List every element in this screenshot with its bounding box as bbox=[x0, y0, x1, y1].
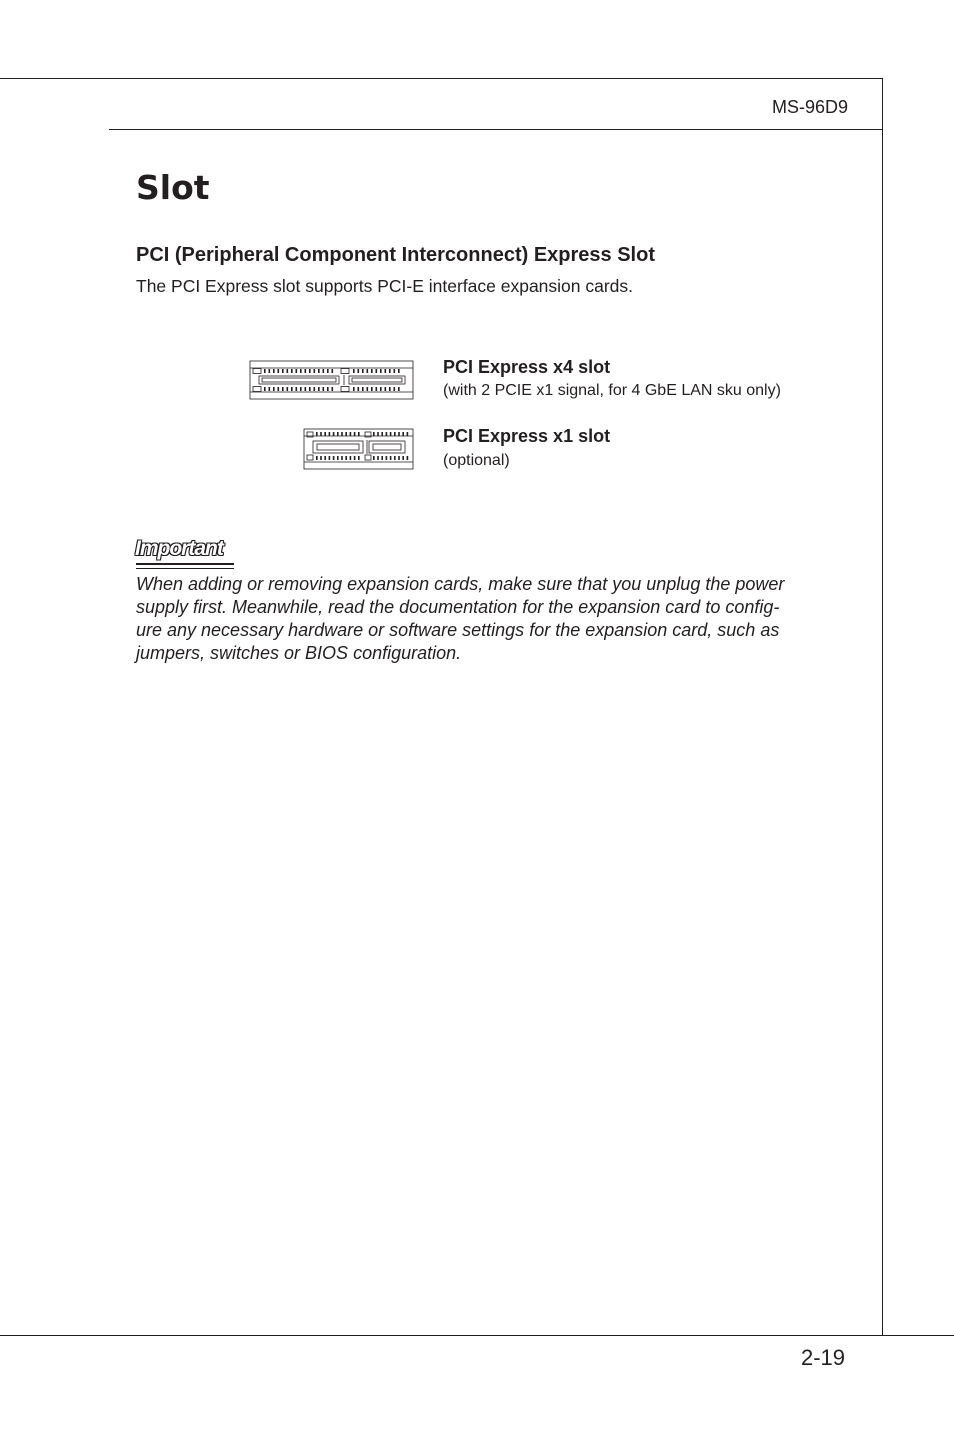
slot-pin bbox=[278, 387, 280, 391]
important-line: jumpers, switches or BIOS configuration. bbox=[136, 643, 462, 663]
slot-pin bbox=[385, 387, 387, 391]
slot-pin bbox=[316, 456, 318, 460]
section-subheading: PCI (Peripheral Component Interconnect) Express Slot bbox=[136, 244, 655, 266]
important-line: supply first. Meanwhile, read the documentation for the expansion card to config- bbox=[136, 597, 780, 617]
slot-pin bbox=[376, 387, 378, 391]
slot-pin bbox=[358, 369, 360, 373]
slot-pin bbox=[333, 432, 335, 436]
important-line: ure any necessary hardware or software settings for the expansion card, such as bbox=[136, 620, 780, 640]
slot-pin bbox=[407, 456, 409, 460]
slot-pin bbox=[329, 432, 331, 436]
slot-pin bbox=[309, 387, 311, 391]
slot-pin bbox=[273, 369, 275, 373]
slot-pin bbox=[324, 456, 326, 460]
slot-pin bbox=[350, 432, 352, 436]
slot-pin bbox=[327, 369, 329, 373]
slot-pin bbox=[332, 369, 334, 373]
slot-pin bbox=[354, 456, 356, 460]
slot-pin bbox=[358, 432, 360, 436]
slot-pin bbox=[316, 432, 318, 436]
right-border-rule bbox=[882, 78, 883, 1336]
slot-pin bbox=[318, 387, 320, 391]
slot-pin bbox=[398, 387, 400, 391]
slot-pin bbox=[318, 369, 320, 373]
slot-pin bbox=[354, 432, 356, 436]
top-border-rule bbox=[0, 78, 883, 79]
slot-pin bbox=[386, 456, 388, 460]
slot-pin bbox=[296, 387, 298, 391]
slot-pin bbox=[269, 387, 271, 391]
slot-pin bbox=[278, 369, 280, 373]
pcie-x4-slot-note: (with 2 PCIE x1 signal, for 4 GbE LAN sku only) bbox=[443, 382, 781, 399]
slot-pin bbox=[381, 456, 383, 460]
slot-pin bbox=[264, 387, 266, 391]
slot-pin bbox=[332, 387, 334, 391]
important-underline bbox=[136, 563, 234, 569]
slot-pin bbox=[341, 432, 343, 436]
slot-pin bbox=[381, 432, 383, 436]
intro-paragraph: The PCI Express slot supports PCI-E interface expansion cards. bbox=[136, 276, 634, 296]
slot-pin bbox=[291, 387, 293, 391]
important-line: When adding or removing expansion cards, make sure that you unplug the power bbox=[136, 574, 785, 594]
slot-pin bbox=[373, 432, 375, 436]
slot-pin bbox=[320, 432, 322, 436]
slot-pin bbox=[291, 369, 293, 373]
slot-pin bbox=[300, 387, 302, 391]
slot-pin bbox=[320, 456, 322, 460]
slot-pin bbox=[264, 369, 266, 373]
page-title: Slot bbox=[136, 168, 210, 207]
slot-pin bbox=[350, 456, 352, 460]
slot-pin bbox=[362, 369, 364, 373]
slot-pin bbox=[300, 369, 302, 373]
slot-pin bbox=[394, 369, 396, 373]
slot-pin bbox=[269, 369, 271, 373]
slot-pin bbox=[345, 432, 347, 436]
slot-pin bbox=[324, 432, 326, 436]
slot-pin bbox=[394, 456, 396, 460]
pcie-x1-slot-diagram bbox=[303, 427, 415, 471]
slot-pin bbox=[362, 387, 364, 391]
slot-pin bbox=[341, 456, 343, 460]
slot-pin bbox=[402, 456, 404, 460]
slot-pin bbox=[353, 369, 355, 373]
pcie-x1-slot-title: PCI Express x1 slot bbox=[443, 426, 611, 446]
slot-pin bbox=[402, 432, 404, 436]
slot-pin bbox=[373, 456, 375, 460]
slot-pin bbox=[398, 432, 400, 436]
slot-pin bbox=[380, 369, 382, 373]
slot-pin bbox=[367, 387, 369, 391]
slot-pin bbox=[353, 387, 355, 391]
slot-pin bbox=[287, 369, 289, 373]
slot-pin bbox=[282, 387, 284, 391]
bottom-border-rule bbox=[0, 1335, 954, 1336]
pcie-x4-slot-diagram bbox=[249, 359, 415, 401]
slot-pin bbox=[389, 369, 391, 373]
header-rule bbox=[109, 129, 883, 130]
slot-pin bbox=[287, 387, 289, 391]
slot-pin bbox=[386, 432, 388, 436]
slot-pin bbox=[337, 432, 339, 436]
pcie-x1-slot-note: (optional) bbox=[443, 452, 510, 469]
slot-pin bbox=[314, 369, 316, 373]
slot-pin bbox=[394, 387, 396, 391]
slot-pin bbox=[323, 369, 325, 373]
slot-pin bbox=[358, 387, 360, 391]
slot-pin bbox=[407, 432, 409, 436]
slot-pin bbox=[389, 387, 391, 391]
important-notice bbox=[136, 573, 836, 665]
slot-pin bbox=[390, 456, 392, 460]
slot-pin bbox=[345, 456, 347, 460]
slot-pin bbox=[377, 432, 379, 436]
slot-pin bbox=[377, 456, 379, 460]
slot-pin bbox=[282, 369, 284, 373]
slot-pin bbox=[398, 456, 400, 460]
slot-pin bbox=[273, 387, 275, 391]
slot-pin bbox=[371, 369, 373, 373]
slot-pin bbox=[390, 432, 392, 436]
slot-pin bbox=[305, 387, 307, 391]
slot-pin bbox=[385, 369, 387, 373]
slot-pin bbox=[333, 456, 335, 460]
slot-pin bbox=[398, 369, 400, 373]
slot-pin bbox=[314, 387, 316, 391]
important-heading: Important bbox=[135, 537, 223, 560]
slot-pin bbox=[323, 387, 325, 391]
slot-pin bbox=[296, 369, 298, 373]
slot-pin bbox=[394, 432, 396, 436]
slot-pin bbox=[309, 369, 311, 373]
page-number: 2-19 bbox=[800, 1345, 845, 1370]
slot-pin bbox=[329, 456, 331, 460]
slot-pin bbox=[380, 387, 382, 391]
model-number: MS-96D9 bbox=[771, 97, 848, 117]
slot-pin bbox=[305, 369, 307, 373]
slot-pin bbox=[337, 456, 339, 460]
slot-pin bbox=[367, 369, 369, 373]
pcie-x4-slot-title: PCI Express x4 slot bbox=[443, 357, 611, 377]
slot-pin bbox=[371, 387, 373, 391]
slot-pin bbox=[376, 369, 378, 373]
slot-pin bbox=[327, 387, 329, 391]
slot-pin bbox=[358, 456, 360, 460]
